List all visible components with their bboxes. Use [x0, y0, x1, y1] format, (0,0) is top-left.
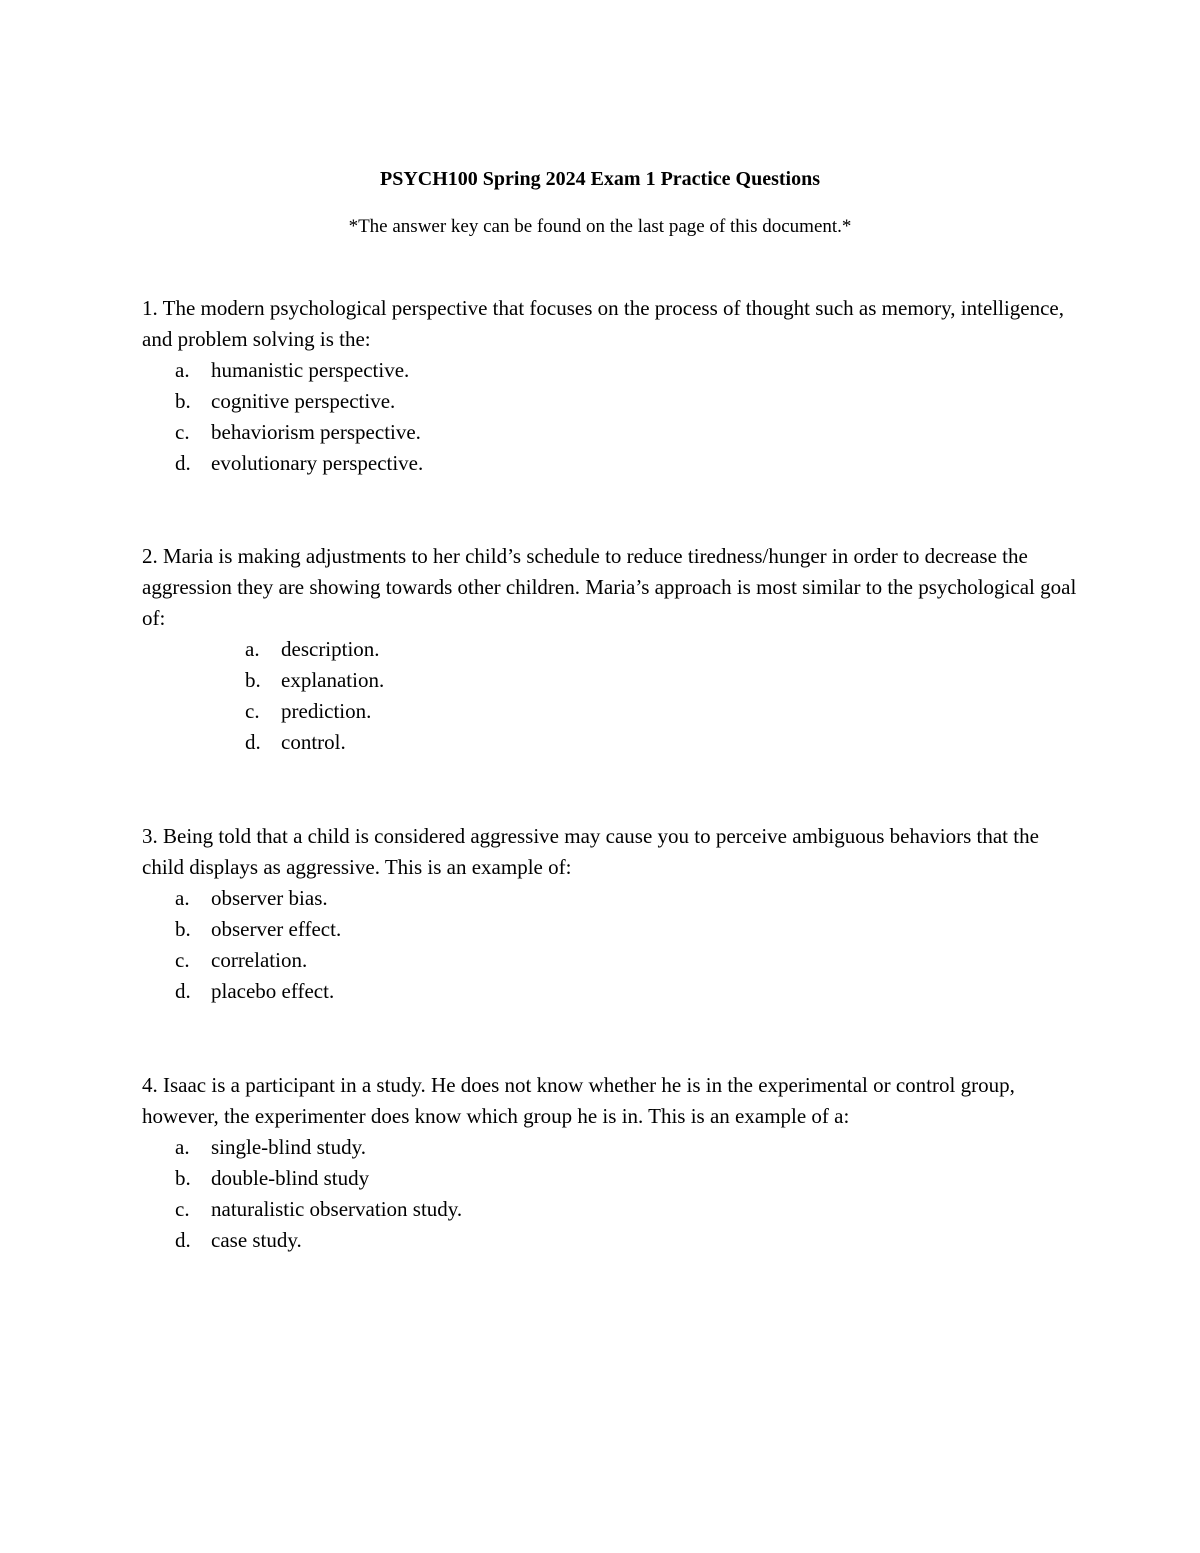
- answer-option: [142, 634, 1082, 665]
- answer-option: [142, 665, 1082, 696]
- option-letter: c.: [245, 699, 260, 723]
- option-text: double-blind study: [211, 1166, 370, 1190]
- question-3: [142, 821, 1082, 1007]
- option-text: correlation.: [211, 948, 308, 972]
- answer-option: [142, 945, 1082, 976]
- option-letter: c.: [175, 948, 190, 972]
- option-text: prediction.: [281, 699, 372, 723]
- option-text: naturalistic observation study.: [211, 1197, 463, 1221]
- option-text: placebo effect.: [211, 979, 335, 1003]
- option-text: control.: [281, 730, 346, 754]
- question-stem: 4. Isaac is a participant in a study. He does not know whether he is in the experimental or control group, however, the experimenter does know which group he is in. This is an example of a:: [142, 1073, 1015, 1128]
- option-text: observer bias.: [211, 886, 328, 910]
- answer-option: [142, 417, 1082, 448]
- option-letter: a.: [245, 637, 260, 661]
- answer-options: [142, 1132, 1082, 1256]
- option-text: description.: [281, 637, 380, 661]
- question-stem: 2. Maria is making adjustments to her child’s schedule to reduce tiredness/hunger in order to decrease the aggression they are showing towards other children. Maria’s approach is most similar to the psychological goal of:: [142, 544, 1077, 630]
- question-1: [142, 293, 1082, 479]
- option-text: evolutionary perspective.: [211, 451, 424, 475]
- option-letter: a.: [175, 1135, 190, 1159]
- answer-option: [142, 976, 1082, 1007]
- answer-option: [142, 386, 1082, 417]
- option-text: cognitive perspective.: [211, 389, 396, 413]
- option-letter: b.: [245, 668, 261, 692]
- option-text: explanation.: [281, 668, 385, 692]
- option-letter: a.: [175, 886, 190, 910]
- option-letter: d.: [245, 730, 261, 754]
- answer-options: [142, 883, 1082, 1007]
- option-letter: c.: [175, 1197, 190, 1221]
- answer-option: [142, 883, 1082, 914]
- option-letter: c.: [175, 420, 190, 444]
- answer-option: [142, 696, 1082, 727]
- answer-option: [142, 914, 1082, 945]
- option-letter: d.: [175, 451, 191, 475]
- document-title: PSYCH100 Spring 2024 Exam 1 Practice Questions: [380, 168, 820, 190]
- question-4: [142, 1070, 1082, 1256]
- question-stem: 1. The modern psychological perspective that focuses on the process of thought such as memory, intelligence, and problem solving is the:: [142, 296, 1065, 351]
- question-stem: 3. Being told that a child is considered aggressive may cause you to perceive ambiguous behaviors that the child displays as aggressive. This is an example of:: [142, 824, 1039, 879]
- answer-option: [142, 727, 1082, 758]
- answer-key-note: *The answer key can be found on the last page of this document.*: [348, 216, 852, 237]
- option-letter: b.: [175, 917, 191, 941]
- option-letter: d.: [175, 979, 191, 1003]
- answer-options: [142, 634, 1082, 758]
- answer-options: [142, 355, 1082, 479]
- question-2: [142, 541, 1082, 758]
- answer-option: [142, 1225, 1082, 1256]
- answer-option: [142, 1132, 1082, 1163]
- option-letter: a.: [175, 358, 190, 382]
- option-text: observer effect.: [211, 917, 342, 941]
- option-text: behaviorism perspective.: [211, 420, 421, 444]
- option-text: single-blind study.: [211, 1135, 366, 1159]
- answer-option: [142, 355, 1082, 386]
- answer-option: [142, 1194, 1082, 1225]
- answer-option: [142, 448, 1082, 479]
- option-text: humanistic perspective.: [211, 358, 410, 382]
- option-text: case study.: [211, 1228, 302, 1252]
- option-letter: b.: [175, 1166, 191, 1190]
- option-letter: d.: [175, 1228, 191, 1252]
- answer-option: [142, 1163, 1082, 1194]
- option-letter: b.: [175, 389, 191, 413]
